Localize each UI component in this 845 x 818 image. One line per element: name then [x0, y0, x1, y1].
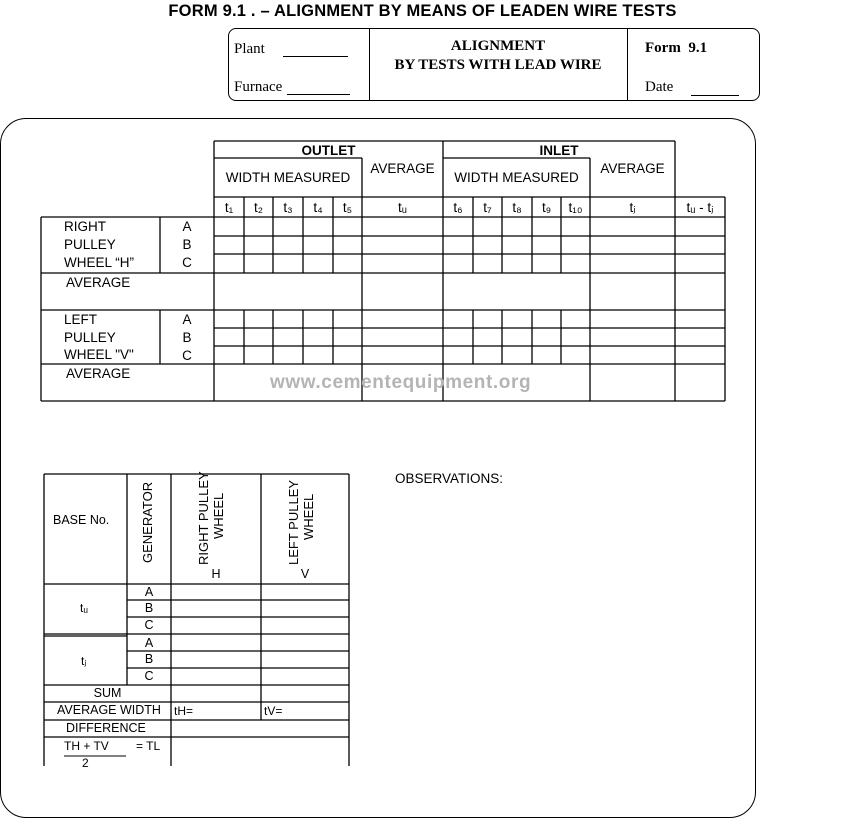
right-average-label: AVERAGE [66, 275, 131, 290]
left-label-1: LEFT [64, 312, 98, 327]
tv-equals: tV= [264, 704, 283, 718]
left-row-b: B [182, 330, 192, 345]
inlet-width-measured: WIDTH MEASURED [454, 170, 579, 185]
right-wheel-header [196, 471, 226, 565]
right-wheel-line1: RIGHT PULLEY [196, 471, 211, 565]
col-t1: t₁ [224, 200, 234, 215]
fraction-numerator: TH + TV [64, 739, 109, 753]
right-wheel-line2: WHEEL [211, 492, 226, 539]
center-line-1: ALIGNMENT [450, 38, 546, 54]
left-wheel-header [286, 480, 316, 565]
inlet-average-header: AVERAGE [600, 161, 665, 176]
fraction-denominator: 2 [82, 756, 89, 770]
observations-label: OBSERVATIONS: [395, 471, 504, 486]
col-tu-minus-tj: tᵤ - tⱼ [686, 200, 714, 215]
difference-label: DIFFERENCE [66, 721, 146, 735]
outlet-header: OUTLET [301, 143, 356, 158]
left-average-label: AVERAGE [66, 366, 131, 381]
col-tj: tⱼ [629, 200, 636, 215]
furnace-label: Furnace [234, 79, 283, 95]
form-number: 9.1 [688, 40, 708, 56]
right-row-c: C [182, 255, 192, 270]
right-label-1: RIGHT [64, 219, 106, 234]
left-label-2: PULLEY [64, 330, 116, 345]
col-tu: tᵤ [398, 200, 407, 215]
outlet-average-header: AVERAGE [370, 161, 435, 176]
tu-row-b: B [144, 601, 154, 615]
right-label-2: PULLEY [64, 237, 116, 252]
tu-row-label: tᵤ [80, 601, 88, 615]
plant-label: Plant [234, 41, 265, 57]
tu-row-c: C [144, 618, 154, 632]
right-row-a: A [182, 219, 192, 234]
tj-row-label: tⱼ [81, 654, 87, 668]
center-line-2: BY TESTS WITH LEAD WIRE [394, 57, 602, 73]
col-t5: t₅ [342, 200, 353, 215]
sum-label: SUM [93, 686, 122, 700]
form-word: Form [645, 40, 681, 56]
right-wheel-symbol: H [211, 567, 221, 581]
form-title: FORM 9.1 . – ALIGNMENT BY MEANS OF LEADEN WIRE TESTS [168, 2, 677, 20]
left-row-a: A [182, 312, 192, 327]
col-t4: t₄ [313, 200, 323, 215]
base-no-label: BASE No. [53, 513, 110, 527]
tj-row-a: A [144, 636, 154, 650]
tj-row-c: C [144, 669, 154, 683]
col-t9: t₉ [541, 200, 552, 215]
col-t8: t₈ [512, 200, 522, 215]
fraction-equals-tl: = TL [136, 739, 161, 753]
tj-row-b: B [144, 652, 154, 666]
generator-label: GENERATOR [140, 481, 155, 563]
right-label-3: WHEEL “H” [64, 255, 134, 270]
left-wheel-line1: LEFT PULLEY [286, 479, 301, 565]
right-row-b: B [182, 237, 192, 252]
left-wheel-line2: WHEEL [301, 493, 316, 540]
col-t3: t₃ [283, 200, 293, 215]
date-label: Date [645, 79, 674, 95]
col-t6: t₆ [453, 200, 463, 215]
col-t10: t₁₀ [568, 200, 583, 215]
left-row-c: C [182, 348, 192, 363]
average-width-label: AVERAGE WIDTH [57, 703, 161, 717]
col-t7: t₇ [483, 200, 492, 215]
watermark: www.cementequipment.org [270, 372, 532, 393]
tu-row-a: A [144, 585, 154, 599]
left-label-3: WHEEL "V" [64, 347, 134, 362]
outlet-width-measured: WIDTH MEASURED [225, 170, 351, 185]
left-wheel-symbol: V [300, 567, 310, 581]
col-t2: t₂ [254, 200, 263, 215]
th-equals: tH= [174, 704, 194, 718]
inlet-header: INLET [539, 143, 579, 158]
